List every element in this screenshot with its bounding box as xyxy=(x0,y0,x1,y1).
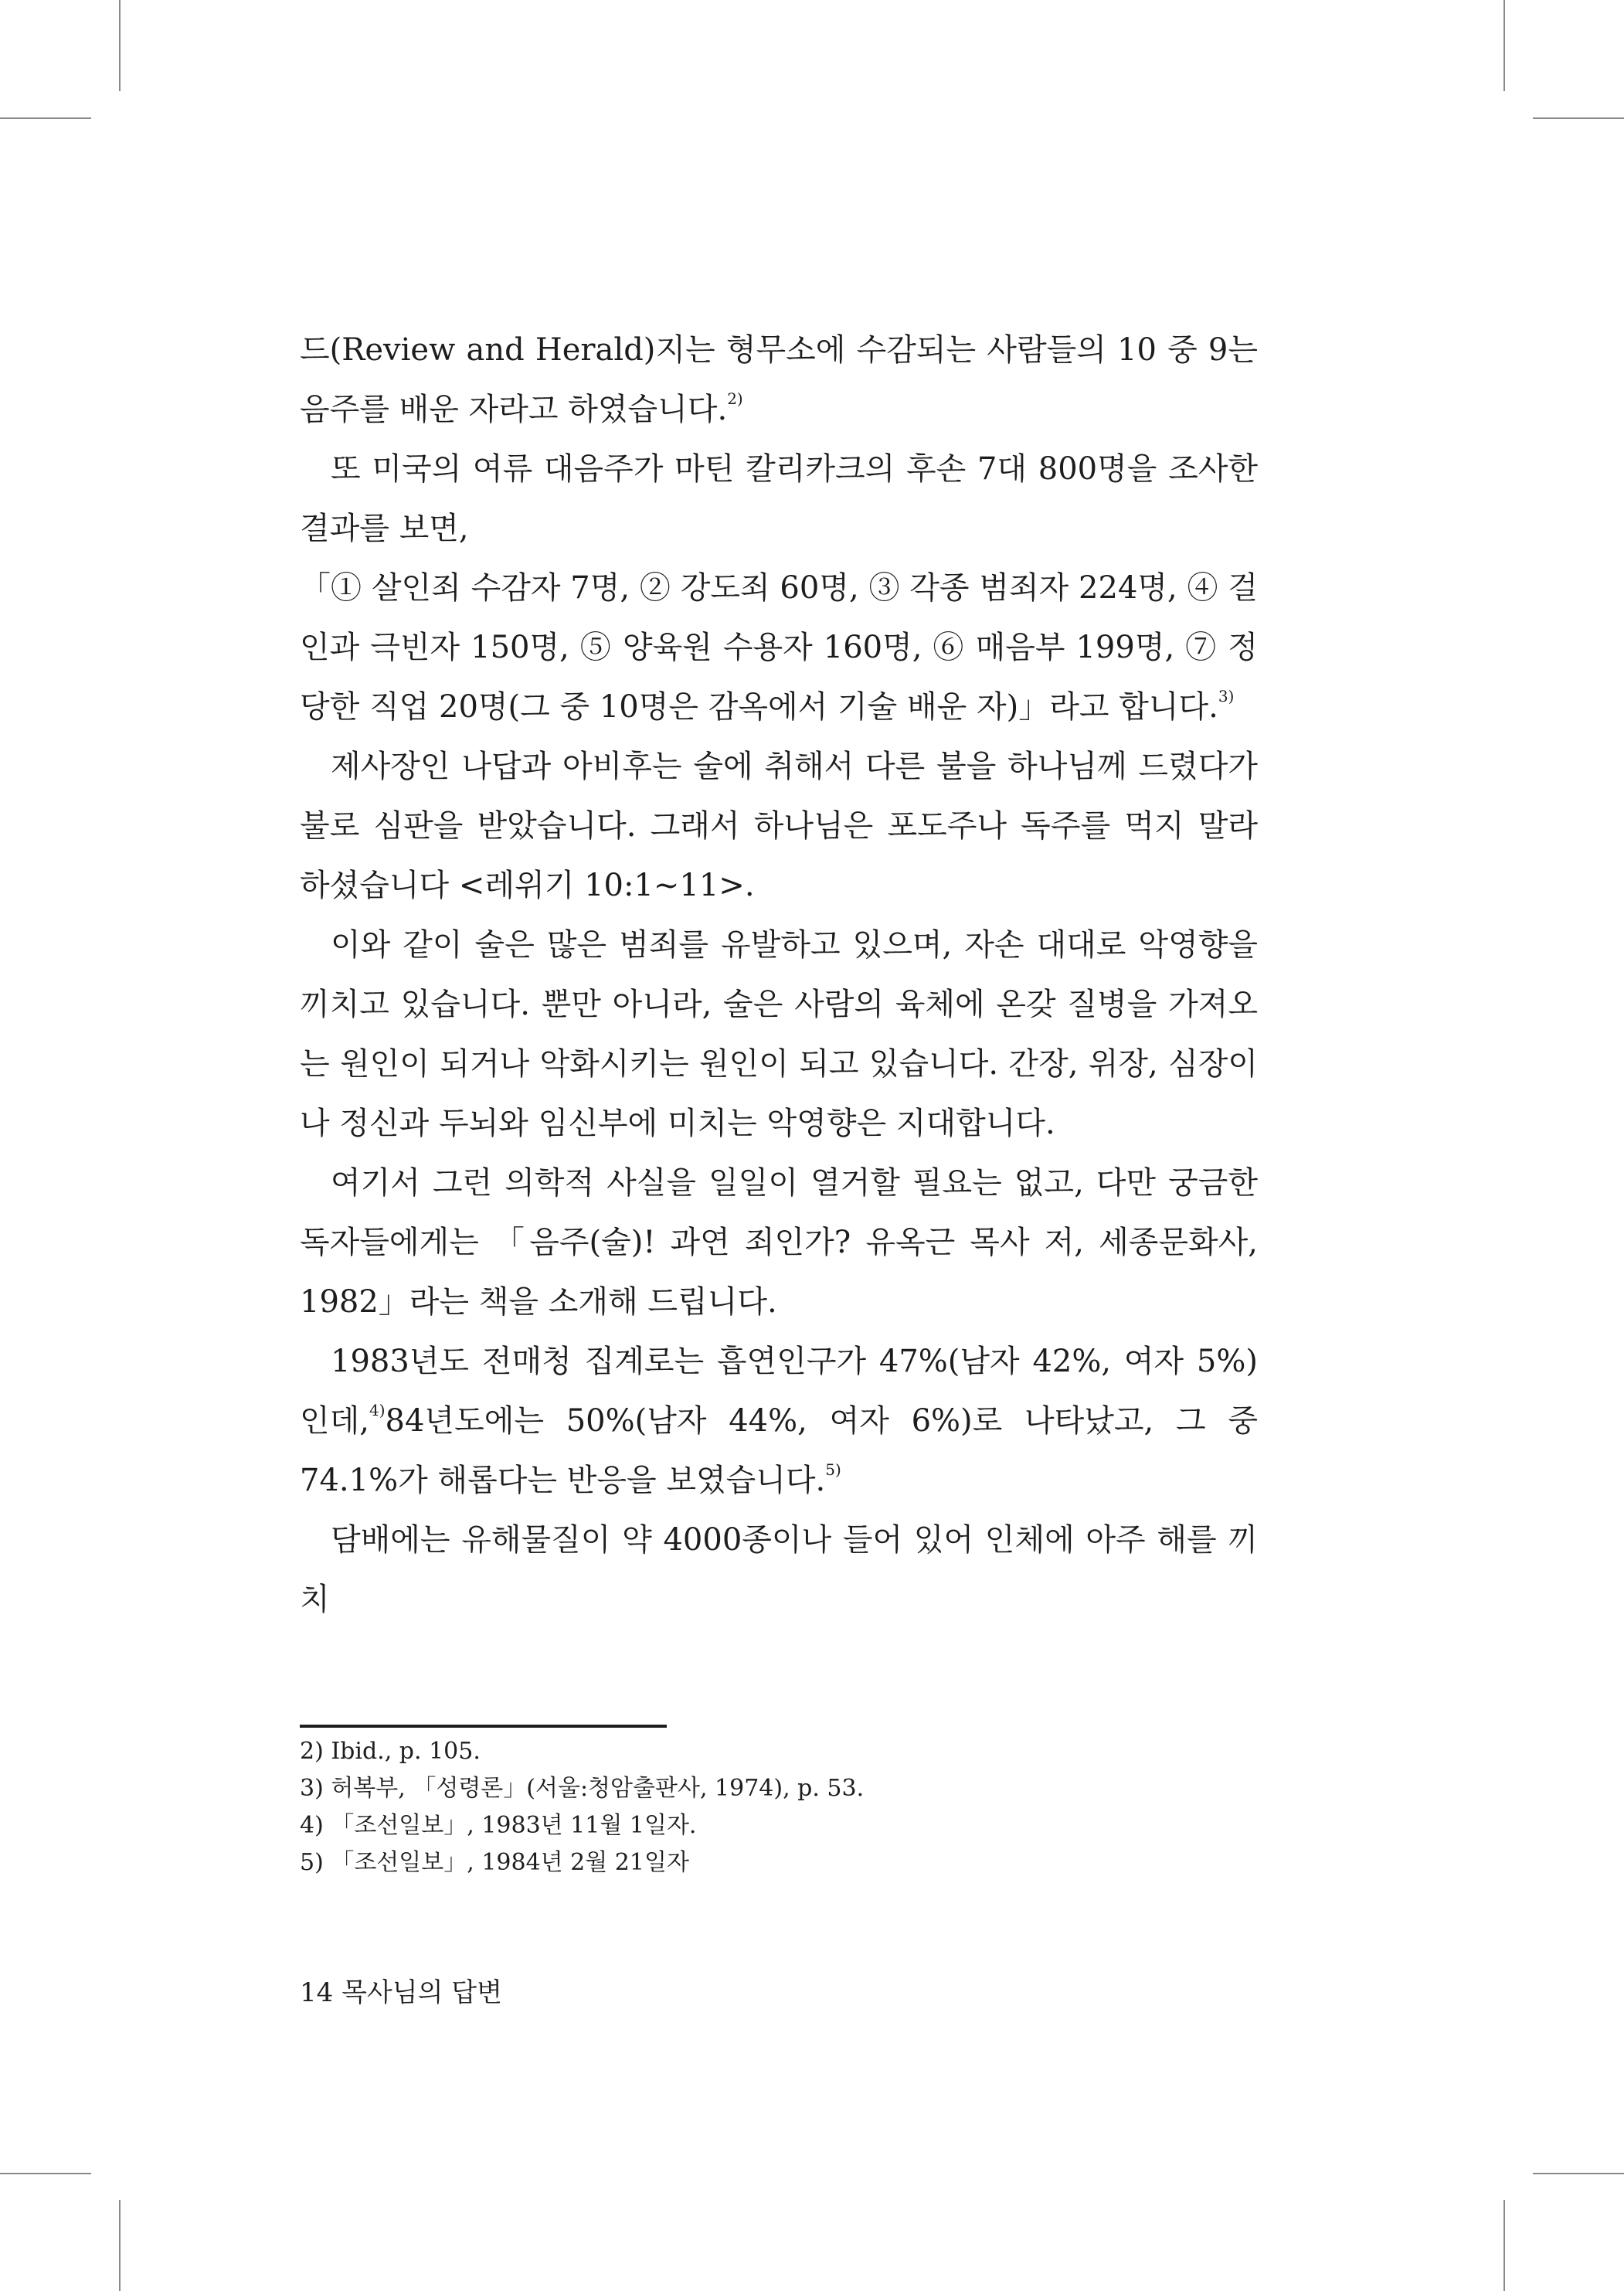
footnote-ref[interactable]: 4) xyxy=(369,1401,386,1419)
crop-mark xyxy=(0,117,91,119)
footnote: 3) 허복부, 「성령론」(서울:청암출판사, 1974), p. 53. xyxy=(300,1775,865,1802)
paragraph: 담배에는 유해물질이 약 4000종이나 들어 있어 인체에 아주 해를 끼치 xyxy=(300,1522,1258,1617)
crop-mark xyxy=(1503,2200,1505,2291)
paragraph: 1983년도 전매청 집계로는 흡연인구가 47%(남자 42%, 여자 5%)인데,$^{4)}$84년도에는 50%(남자 44%, 여자 6%)로 나타났고, 그 중 74.1%가 해롭다는 반응을 보였습니다.$^{5)}$ xyxy=(300,1344,1258,1498)
page-number: 14 xyxy=(300,1977,334,2008)
footnote-ref[interactable]: 5) xyxy=(825,1460,841,1479)
footnote: 5) 「조선일보」, 1984년 2월 21일자 xyxy=(300,1849,689,1876)
crop-mark xyxy=(119,2200,121,2291)
running-title: 목사님의 답변 xyxy=(341,1977,502,2008)
page-footer xyxy=(300,1974,502,2011)
crop-mark xyxy=(0,2173,91,2174)
footnote: 4) 「조선일보」, 1983년 11월 1일자. xyxy=(300,1812,697,1839)
body-text xyxy=(300,321,1258,1630)
paragraph: 제사장인 나답과 아비후는 술에 취해서 다른 불을 하나님께 드렸다가 불로 심판을 받았습니다. 그래서 하나님은 포도주나 독주를 먹지 말라 하셨습니다 <레위기 10:1~11>. xyxy=(300,749,1258,903)
footnote: 2) Ibid., p. 105. xyxy=(300,1738,481,1765)
crop-mark xyxy=(1503,0,1505,91)
crop-mark xyxy=(1533,2173,1624,2174)
paragraph: 「① 살인죄 수감자 7명, ② 강도죄 60명, ③ 각종 범죄자 224명, ④ 걸인과 극빈자 150명, ⑤ 양육원 수용자 160명, ⑥ 매음부 199명, ⑦ 정당한 직업 20명(그 중 10명은 감옥에서 기술 배운 자)」라고 합니다.$^{3)}$ xyxy=(300,570,1258,725)
paragraph: 또 미국의 여류 대음주가 마틴 칼리카크의 후손 7대 800명을 조사한 결과를 보면, xyxy=(300,451,1258,546)
paragraph: 여기서 그런 의학적 사실을 일일이 열거할 필요는 없고, 다만 궁금한 독자들에게는 「음주(술)! 과연 죄인가? 유옥근 목사 저, 세종문화사, 1982」라는 책을 소개해 드립니다. xyxy=(300,1165,1258,1320)
paragraph: 이와 같이 술은 많은 범죄를 유발하고 있으며, 자손 대대로 악영향을 끼치고 있습니다. 뿐만 아니라, 술은 사람의 육체에 온갖 질병을 가져오는 원인이 되거나 악화시키는 원인이 되고 있습니다. 간장, 위장, 심장이나 정신과 두뇌와 임신부에 미치는 악영향은 지대합니다. xyxy=(300,927,1258,1141)
footnote-separator xyxy=(300,1725,667,1728)
crop-mark xyxy=(1533,117,1624,119)
footnotes xyxy=(300,1733,1258,1881)
footnote-ref[interactable]: 2) xyxy=(727,389,743,408)
crop-mark xyxy=(119,0,121,91)
paragraph: 드(Review and Herald)지는 형무소에 수감되는 사람들의 10 중 9는 음주를 배운 자라고 하였습니다.$^{2)}$ xyxy=(300,332,1258,427)
footnote-ref[interactable]: 3) xyxy=(1218,687,1235,705)
